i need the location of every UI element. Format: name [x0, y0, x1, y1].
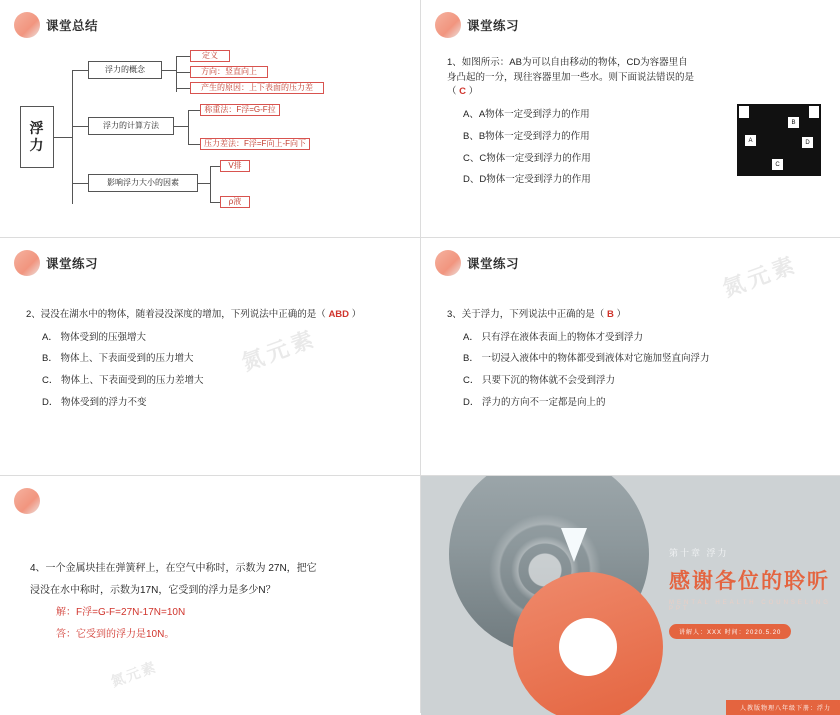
connector [72, 126, 88, 127]
connector [188, 110, 189, 144]
watermark: 氮元素 [108, 658, 160, 690]
thanks-text-block [669, 546, 840, 639]
option-a: A、A物体一定受到浮力的作用 [463, 109, 590, 121]
footer-bar: 人教版物理八年级下册：浮力 [726, 700, 840, 715]
slide-3-header [14, 250, 98, 276]
connector [174, 126, 188, 127]
connector [176, 88, 190, 89]
question-tail: ） [616, 309, 626, 320]
watermark: 氮元素 [719, 251, 802, 302]
question-tail: ） [468, 86, 479, 98]
accent-circle [513, 572, 663, 715]
question-answer: C [459, 86, 467, 98]
mindmap-leaf-1-2: 方向：竖直向上 [190, 66, 268, 78]
option-b: B． 物体上、下表面受到的压力增大 [42, 353, 194, 365]
option-c: C． 物体上、下表面受到的压力差增大 [42, 375, 204, 387]
mindmap-leaf-2-1: 称重法：F浮=G-F拉 [200, 104, 280, 116]
diagram-label-b: B [787, 116, 800, 129]
connector [198, 183, 210, 184]
slide-3-title: 课堂练习 [46, 257, 99, 271]
slide-1-header [14, 12, 98, 38]
connector [54, 137, 72, 138]
water-drop-icon [561, 528, 587, 562]
mindmap-root-char2: 力 [29, 137, 45, 153]
slide-5-body [30, 558, 390, 646]
diagram-cut [809, 106, 819, 118]
option-b: B、B物体一定受到浮力的作用 [463, 130, 590, 142]
connector [176, 72, 190, 73]
question-stem: 2、浸没在湖水中的物体，随着浸没深度的增加，下列说法中正确的是（ [26, 309, 326, 320]
thanks-title: 感谢各位的聆听 [669, 570, 830, 593]
slide-2-title: 课堂练习 [467, 19, 520, 33]
mindmap-root-char1: 浮 [29, 119, 45, 136]
mindmap [12, 48, 412, 223]
connector [176, 56, 190, 57]
thanks-slide [421, 476, 840, 715]
question-stem: 3、关于浮力，下列说法中正确的是（ [447, 309, 605, 320]
connector [210, 166, 211, 202]
option-a: A． 只有浮在液体表面上的物体才受到浮力 [463, 331, 643, 343]
diagram-cut [739, 106, 749, 118]
decorative-circle-icon [14, 250, 40, 276]
question-answer: ABD [328, 309, 350, 320]
decorative-circle-icon [14, 488, 40, 514]
slide-2-body [447, 56, 697, 195]
calc-solution: 解：F浮=G-F=27N-17N=10N [56, 607, 186, 618]
slide-6 [421, 476, 840, 715]
slide-4-title: 课堂练习 [467, 257, 520, 271]
diagram-label-c: C [771, 158, 784, 171]
slide-3-body [26, 308, 396, 418]
question-answer: B [606, 309, 614, 320]
watermark: 氮元素 [238, 325, 321, 376]
connector [188, 144, 200, 145]
option-d: D． 浮力的方向不一定都是向上的 [463, 396, 606, 408]
option-d: D、D物体一定受到浮力的作用 [463, 174, 591, 186]
mindmap-root [20, 106, 54, 168]
mindmap-leaf-1-1: 定义 [190, 50, 230, 62]
connector [188, 110, 200, 111]
mindmap-branch-2: 浮力的计算方法 [88, 117, 174, 135]
connector [72, 70, 88, 71]
connector [176, 56, 177, 92]
mindmap-branch-1: 浮力的概念 [88, 61, 162, 79]
decorative-circle-icon [435, 12, 461, 38]
option-d: D． 物体受到的浮力不变 [42, 396, 147, 408]
slide-5 [0, 476, 420, 715]
slide-1 [0, 0, 420, 237]
calc-question-line2: 浸没在水中称时，示数为17N，它受到的浮力是多少N？ [30, 585, 276, 596]
decorative-circle-icon [435, 250, 461, 276]
mindmap-leaf-1-3: 产生的原因：上下表面的压力差 [190, 82, 324, 94]
slide-3 [0, 238, 420, 475]
mindmap-leaf-3-1: V排 [220, 160, 250, 172]
calc-question-line1: 4、一个金属块挂在弹簧秤上，在空气中称时，示数为 27N，把它 [30, 563, 317, 574]
connector [72, 183, 88, 184]
question-text [447, 308, 817, 323]
option-a: A． 物体受到的压强增大 [42, 331, 146, 343]
mindmap-leaf-2-2: 压力差法：F浮=F向上-F向下 [200, 138, 310, 150]
diagram-label-a: A [744, 134, 757, 147]
mindmap-leaf-3-2: ρ液 [220, 196, 250, 208]
slide-2-header [435, 12, 519, 38]
slide-4-header [435, 250, 519, 276]
question-stem: 1、如图所示：AB为可以自由移动的物体，CD为容器里自身凸起的一分，现往容器里加一些水。则下面说法错误的是（ [447, 57, 695, 98]
diagram-label-d: D [801, 136, 814, 149]
chapter-label: 第十章 浮力 [669, 548, 729, 558]
connector [210, 166, 220, 167]
decorative-circle-icon [14, 12, 40, 38]
slide-4 [421, 238, 840, 475]
slide-1-title: 课堂总结 [46, 19, 99, 33]
question-text [447, 56, 697, 100]
slide-4-body [447, 308, 817, 418]
mindmap-branch-3: 影响浮力大小的因素 [88, 174, 198, 192]
connector [210, 202, 220, 203]
calc-answer: 答：它受到的浮力是10N。 [56, 629, 175, 640]
slide-2 [421, 0, 840, 237]
question-text [26, 308, 396, 323]
container-diagram [737, 104, 821, 176]
question-tail: ） [351, 309, 362, 320]
thanks-subtitle: MENTAL HEALTH COUNSELING PPT [669, 600, 831, 612]
option-c: C． 只要下沉的物体就不会受到浮力 [463, 375, 616, 387]
connector [162, 70, 176, 71]
option-c: C、C物体一定受到浮力的作用 [463, 152, 591, 164]
option-b: B． 一切浸入液体中的物体都受到液体对它施加竖直向浮力 [463, 353, 710, 365]
presenter-badge: 讲解人：XXX 时间：2020.5.20 [669, 624, 791, 639]
slide-5-header [14, 488, 46, 514]
